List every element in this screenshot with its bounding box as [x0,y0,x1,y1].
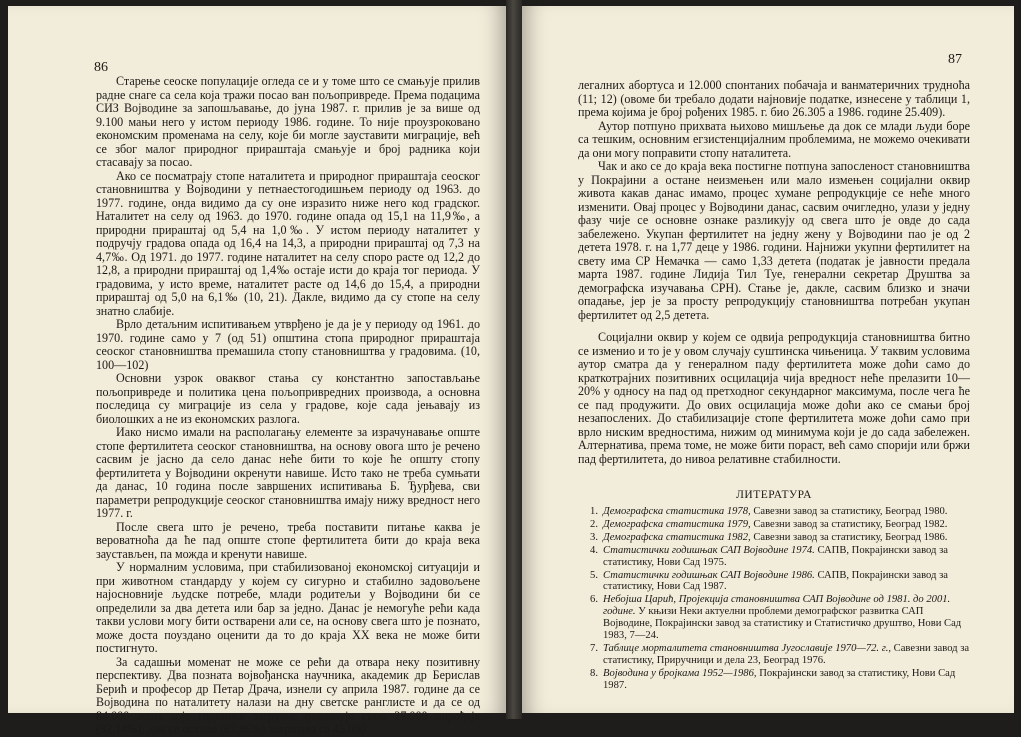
paragraph: Аутор потпуно прихвата њихово мишљење да док се млади људи боре са тешким, основним егзистенцијалним проблемима, не можемо очекивати да они могу поправити стопу наталитета. [578,118,970,160]
literature-item: 1. Демографска статистика 1978, Савезни завод за статистику, Београд 1980. [590,506,948,517]
book-gutter [506,0,522,719]
body-text [578,79,970,466]
literature-item: 5. Статистички годишњак САП Војводине 1986. САПВ, Покрајински завод за статистику, Нови Сад 1987. [590,569,948,593]
paragraph: Ако се посматрају стопе наталитета и природног прираштаја сеоског становништва у Војводини у петнаестогодишњем периоду од 1963. до 1977. године, онда видимо да су оне изразито ниже него код градског. Наталитет на селу од 1963. до 1970. године опада од 15,1 на 11,9‰, а природни прираштај од 5,4 на 1,0‰. У истом периоду наталитет у подручју градова опада од 16,4 на 14,3, а природни прираштај од 7,3 на 4,7‰. Од 1971. до 1977. године наталитет на селу споро расте од 12,2 до 12,8, а природни прираштај од 1,4‰ остаје исти до краја тог периода. У градовима, у исто време, наталитет расте од 14,6 до 15,4, а природни прираштај од 5,0 на 6,1‰ (10, 21). Дакле, видимо да су стопе на селу знатно слабије. [96,168,480,318]
page-number: 86 [94,60,108,75]
literature-item: 6. Небојша Царић, Пројекција становништва САП Војводине од 1981. до 2001. године. У књизи Неки актуелни проблеми демографског развитка САП Војводине, Покрајински завод за статистику и Статистичко друштво, Нови Сад 1983, 7—24. [590,594,962,642]
paragraph: После свега што је речено, треба поставити питање каква је вероватноћа да ће пад опште стопе фертилитета бити до краја века заустављен, па можда и кренути навише. [96,519,480,561]
literature-list [578,506,970,693]
paragraph: Основни узрок оваквог стања су константно запостављање пољопривреде и политика цена пољопривредних производа, а основна последица су миграције из села у градове, које сада јењавају из биолошких а не из економских разлога. [96,371,480,426]
literature-item: 2. Демографска статистика 1979, Савезни завод за статистику, Београд 1982. [590,518,948,530]
paragraph: Иако нисмо имали на располагању елементе за израчунавање опште стопе фертилитета сеоског становништва, на основу овога што је речено сасвим је јасно да село данас неће бити то које ће општу стопу фертилитета у Војводини окренути навише. Исто тако не треба сумњати да данас, 10 година после завршених испитивања Б. Ђурђева, сви параметри репродукције сеоског становништва имају нижу вредност него 1977. г. [96,425,480,520]
paragraph: Старење сеоске популације огледа се и у томе што се смањује прилив радне снаге са села која тражи посао ван пољопривреде. Према подацима СИЗ Војводине за запошљавање, до јуна 1987. г. прилив је за више од 9.100 мањи него у истом периоду 1986. године. То није проузроковано економским променама на селу, које би могле зауставити миграције, већ се због малог природног прираштаја смањује и број радника који стасавају за посао. [96,74,480,169]
left-page [8,6,506,736]
paragraph: У нормалним условима, при стабилизованој економској ситуацији и при животном стандарду у којем су сигурно и стабилно задовољене најосновније људске потребе, млади родитељи у Војводини би се определили за два детета или бар за једно. Данас је немогуће рећи када такви услови могу бити остварени али се, на основу свега што је познато, може доста поуздано оценити да то до краја XX века не може бити постигнуто. [96,560,480,655]
literature-item: 3. Демографска статистика 1982, Савезни завод за статистику, Београд 1986. [590,531,948,543]
literature-item: 8. Војводина у бројкама 1952—1986, Покрајински завод за статистику, Нови Сад 1987. [590,667,956,691]
literature-item: 4. Статистички годишњак САП Војводине 1974. САПВ, Покрајински завод за статистику, Нови Сад 1975. [590,544,948,568]
paragraph: За садашњи моменат не може се рећи да отвара неку позитивну перспективу. Два позната војвођанска научника, академик др Берислав Берић и професор др Петар Драча, изнели су априла 1987. године да се Војводина по наталитету налази на дну светске ранглисте и да се од 84.000 жена које годишње затрудне реализује само 27.000 порођаја (32,14%), док се остало (67,86%) завршава са 45.000 [96,654,480,736]
paragraph: Врло детаљним испитивањем утврђено је да је у периоду од 1961. до 1970. године само у 7 (од 51) општина стопа природног прираштаја сеоског становништва премашила стопу становништва у градовима. (10, 100—102) [96,317,480,372]
paragraph: Социјални оквир у којем се одвија репродукција становништва битно се изменио и то је у овом случају суштинска чињеница. У таквим условима аутор сматра да у генералном паду фертилитета може доћи само до краткотрајних позитивних осцилација чија вредност неће прелазити 10—20% у односу на пад од претходног секундарног максимума, после чега ће се пад продужити. До ових осцилација може доћи ако се смањи број незапослених. До стабилизације стопе фертилитета може доћи само при врло ниским вредностима, нижим од минимума који је до сада забележен. Алтернатива, према томе, не може бити пораст, већ само спорији или бржи пад фертилитета, до нивоа релативне стабилности. [578,330,970,466]
literature-heading: ЛИТЕРАТУРА [736,489,812,501]
paragraph: легалних абортуса и 12.000 спонтаних побачаја и ванматеричних трудноћа (11; 12) (овоме би требало додати најновије податке, изнесене у таблици 1, према којима је број рођених 1985. г. био 26.305 а 1986. године 25.409). [578,78,970,119]
body-text [96,75,480,737]
paragraph: Чак и ако се до краја века постигне потпуна запосленост становништва у Покрајини а остане неизмењен или мало измењен социјални оквир живота какав данас имамо, процес хумане репродукције се неће много изменити. Овај процес у Војводини данас, сасвим очигледно, улази у једну фазу чије се основне ознаке разликују од свега што је овде до сада забележено. Укупан фертилитет на једну жену у Војводини пао је од 2 детета 1978. г. на 1,77 деце у 1986. години. Најнижи укупни фертилитет на свету има СР Немачка — само 1,33 детета (податак је јавности предала марта 1987. године Лидија Тил Туе, генерални секретар Друштва за демографска изучавања СРН). Стање је, дакле, сасвим близко и значи опадање, јер је за просту репродукцију становништва потребан укупан фертилитет од 2,5 детета. [578,159,970,322]
page-number: 87 [948,52,962,67]
right-page [522,6,1014,713]
literature-item: 7. Таблице морталитета становништва Југославије 1970—72. г., Савезни завод за статистику, Приручници и дела 23, Београд 1976. [590,642,970,666]
